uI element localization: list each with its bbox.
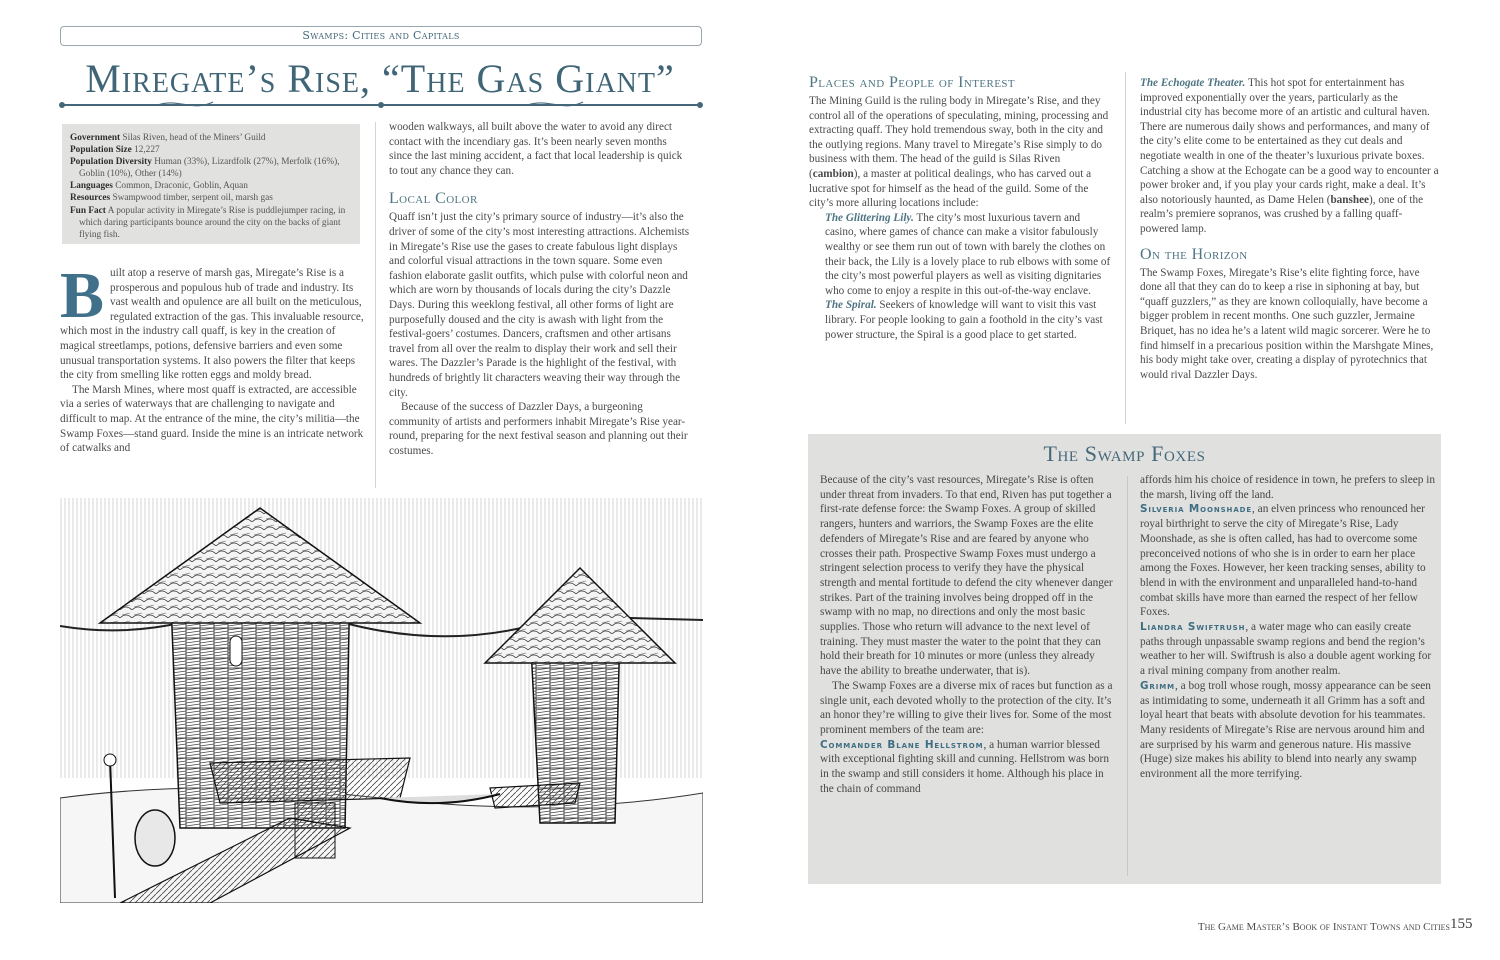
stat-value: Common, Draconic, Goblin, Aquan [115,181,248,192]
stat-label: Population Size [70,145,132,156]
location-description: The city’s most luxurious tavern and casino, where games of chance can make a visitor fabulously wealthy or see them run out of town with barely the clothes on their back, the Lily is a lovely place to rub elbows with some of the city’s most powerful players as well as visiting dignitaries who come to enjoy a respite in this out-of-the-way enclave. [825,211,1111,297]
stat-population-diversity [70,156,354,180]
intro-text: uilt atop a reserve of marsh gas, Miregate’s Rise is a prosperous and populous hub of trade and industry. Its vast wealth and opulence are all built on the meticulous, regulated extraction of the gas. This invaluable resource, which most in the industry call quaff, is key in the creation of magical streetlamps, potions, defensive barriers and even some unusual transportation systems. It also powers the filter that keeps the city from smelling like rotten eggs and moldy bread. [60,267,364,382]
swamp-towers-illustration [60,498,703,903]
stat-label: Resources [70,193,111,204]
places-column [809,74,1111,342]
stat-resources [70,192,354,204]
places-intro-text: ), a master at political dealings, who has carved out a lucrative spot for himself as the head of the guild. Some of the city’s more alluring locations include: [809,167,1092,210]
location-entry [809,298,1111,342]
intro-column [60,259,364,456]
stat-government [70,132,354,144]
local-color-paragraph-1: Quaff isn’t just the city’s primary source of industry—it’s also the driver of some of the city’s most interesting attractions. Alchemists in Miregate’s Rise use the gases to create fabulous light displays and colorful visual attractions in the town square. Some even fashion elaborate gaslit outfits, which pulse with colorful neon and which are worn by thousands of locals during the city’s Dazzle Days. During this weeklong festival, all other forms of light are purposefully doused and the city is awash with light from the festival-goers’ costumes. Dancers, craftsmen and other artisans travel from all over the realm to display their work and sell their wares. The Dazzler’s Parade is the highlight of the festival, with hundreds of brightly lit characters weaving their way through the city. [389,211,690,399]
member-description: , a human warrior blessed with exceptional fighting skill and cunning. Hellstrom was born in the swamp and still considers it home. Although his place in the chain of command [820,738,1109,795]
column-divider [1125,72,1126,424]
member-name: Commander Blane Hellstrom [820,738,984,751]
stat-population-size [70,144,354,156]
location-entry [809,211,1111,299]
sidebar-right-column [1140,473,1436,782]
page-number: 155 [1450,916,1473,932]
stat-label: Languages [70,181,113,192]
creature-type: banshee [1330,193,1369,206]
local-color-paragraph-2: Because of the success of Dazzler Days, a burgeoning community of artists and performers inhabit Miregate’s Rise year-round, preparing for the next festival season and planning out their costumes. [389,401,688,457]
sidebar-title: The Swamp Foxes [1043,441,1206,466]
armored-figure [135,810,175,866]
member-entry [820,738,1116,797]
stat-value: Human (33%), Lizardfolk (27%), Merfolk (16%), Goblin (10%), Other (14%) [79,157,340,180]
intro-paragraph-2: The Marsh Mines, where most quaff is extracted, are accessible via a series of waterways that are challenging to navigate and difficult to map. At the entrance of the mine, the city’s militia—the Swamp Foxes—stand guard. Inside the mine is an intricate network of catwalks and [60,383,364,455]
intro-paragraph-2-continued: wooden walkways, all built above the water to avoid any direct contact with the incendiary gas. It’s been nearly seven months since the last mining accident, a fact that local leadership is quick to tout any chance they can. [389,121,683,177]
location-entry [1140,76,1440,237]
city-stat-block [62,124,360,244]
location-name: The Spiral. [825,299,877,312]
location-description: This hot spot for entertainment has improved exponentially over the years, particularly as the industrial city has become more of an artistic and cultural haven. There are numerous daily shows and performances, and many of the city’s elite come to be entertained as they cut deals and negotiate wealth in one of the theater’s luxurious private boxes. Catching a show at the Echogate can be a good way to encounter a power broker and, if you play your cards right, make a deal. It’s also notoriously haunted, as Dame Helen ( [1140,77,1439,206]
stat-label: Government [70,133,121,143]
page-title: Miregate’s Rise, “The Gas Giant” [85,56,675,101]
places-intro-text: The Mining Guild is the ruling body in Miregate’s Rise, and they control all of the operations of speculating, mining, processing and extracting quaff. They hold tremendous sway, both in the city and the outlying regions. Many travel to Miregate’s Rise simply to do business with them. The head of the guild is Silas Riven ( [809,95,1109,180]
location-name: The Glittering Lily. [825,211,914,224]
member-description: , a water mage who can easily create paths through unpassable swamp regions and bend the region’s weather to her will. Swiftrush is also a double agent working for a rival mining company from another realm. [1140,621,1432,678]
column-divider [375,122,376,488]
sidebar-left-column [820,473,1116,796]
title-ornament-rule [58,98,704,112]
middle-column [389,120,692,458]
stat-value: Silas Riven, head of the Miners’ Guild [122,133,266,143]
member-description: , a bog troll whose rough, mossy appearance can be seen as intimidating to some, underneath it all Grimm has a soft and loyal heart that beats with absolute devotion for his teammates. Many residents of Miregate’s Rise are nervous around him and are surprised by his warm and generous nature. His massive (Huge) size makes his ability to blend into nearly any swamp environment all the more terrifying. [1140,679,1431,781]
stat-languages [70,180,354,192]
member-entry [1140,502,1436,620]
sidebar-paragraph-2: The Swamp Foxes are a diverse mix of races but function as a single unit, each devoted wholly to the protection of the city. It’s an honor they’re willing to give their lives for. Some of the most prominent members of the team are: [820,679,1113,736]
member-entry [1140,679,1436,782]
location-description: Seekers of knowledge will want to visit this vast library. For people looking to gain a foothold in the city’s vast power structure, the Spiral is a good place to get started. [825,299,1103,341]
left-porch-roof [210,758,410,803]
horizon-paragraph: The Swamp Foxes, Miregate’s Rise’s elite fighting force, have done all that they can do to keep a rise in siphoning at bay, but “quaff guzzlers,” as they are known colloquially, have become a bigger problem in recent months. One such guzzler, Jermaine Briquet, has no idea he’s a latent wild magic sorcerer. Were he to find himself in a precarious position within the Marshgate Mines, his body might take over, creating a display of pyrotechnics that would rival Dazzler Days. [1140,266,1434,381]
stat-fun-fact [70,205,354,241]
book-title-footer: The Game Master’s Book of Instant Towns and Cities [1197,921,1450,933]
stat-label: Fun Fact [70,205,106,216]
drop-cap: B [60,259,105,332]
sidebar-column-divider [1127,476,1128,876]
stat-value: 12,227 [134,145,160,156]
right-column [1140,76,1440,382]
stat-value: Swampwood timber, serpent oil, marsh gas [112,193,273,204]
sidebar-paragraph-1: Because of the city’s vast resources, Miregate’s Rise is often under threat from invaders. To that end, Riven has put together a first-rate defense force: the Swamp Foxes. A group of skilled rangers, hunters and warriors, the Swamp Foxes are the elite defenders of Miregate’s Rise and are feared by anyone who crosses their path. Prospective Swamp Foxes must undergo a stringent selection process to verify they have the physical strength and mental fortitude to defend the city whenever danger strikes. Part of the training involves being dropped off in the swamp with no map, no directions and only the most basic supplies. Those who return will advance to the next level of training. They must master the water to the point that they can hold their breath for 10 minutes or more (unless they already have the ability to breathe underwater, that is). [820,474,1113,678]
member-name: Liandra Swiftrush [1140,621,1246,634]
creature-type: cambion [812,167,854,180]
places-heading: Places and People of Interest [809,74,1015,91]
member-entry-continued: affords him his choice of residence in town, he prefers to sleep in the marsh, living off the land. [1140,474,1435,501]
intro-paragraph-1 [60,259,364,383]
member-description: , an elven princess who renounced her royal birthright to serve the city of Miregate’s Rise, Lady Moonshade, as she is often called, has had to overcome some preconceived notions of who she is in order to earn her place among the Foxes. However, her keen tracking senses, ability to blend in with the environment and unparalleled hand-to-hand combat skills have more than earned the respect of her fellow Foxes. [1140,503,1426,619]
stat-label: Population Diversity [70,157,152,168]
places-intro [809,94,1111,211]
running-header: Swamps: Cities and Capitals [60,26,702,46]
location-name: The Echogate Theater. [1140,77,1246,89]
stat-value: A popular activity in Miregate’s Rise is puddlejumper racing, in which daring participants bounce around the city on the backs of giant flying fish. [79,205,346,240]
member-entry [1140,620,1436,679]
member-name: Grimm [1140,679,1175,692]
local-color-heading: Local Color [389,190,478,208]
horizon-heading: On the Horizon [1140,245,1248,263]
member-name: Silveria Moonshade [1140,503,1253,516]
location-description: ), one of the realm’s premiere sopranos, was crushed by a falling quaff-powered lamp. [1140,193,1424,235]
